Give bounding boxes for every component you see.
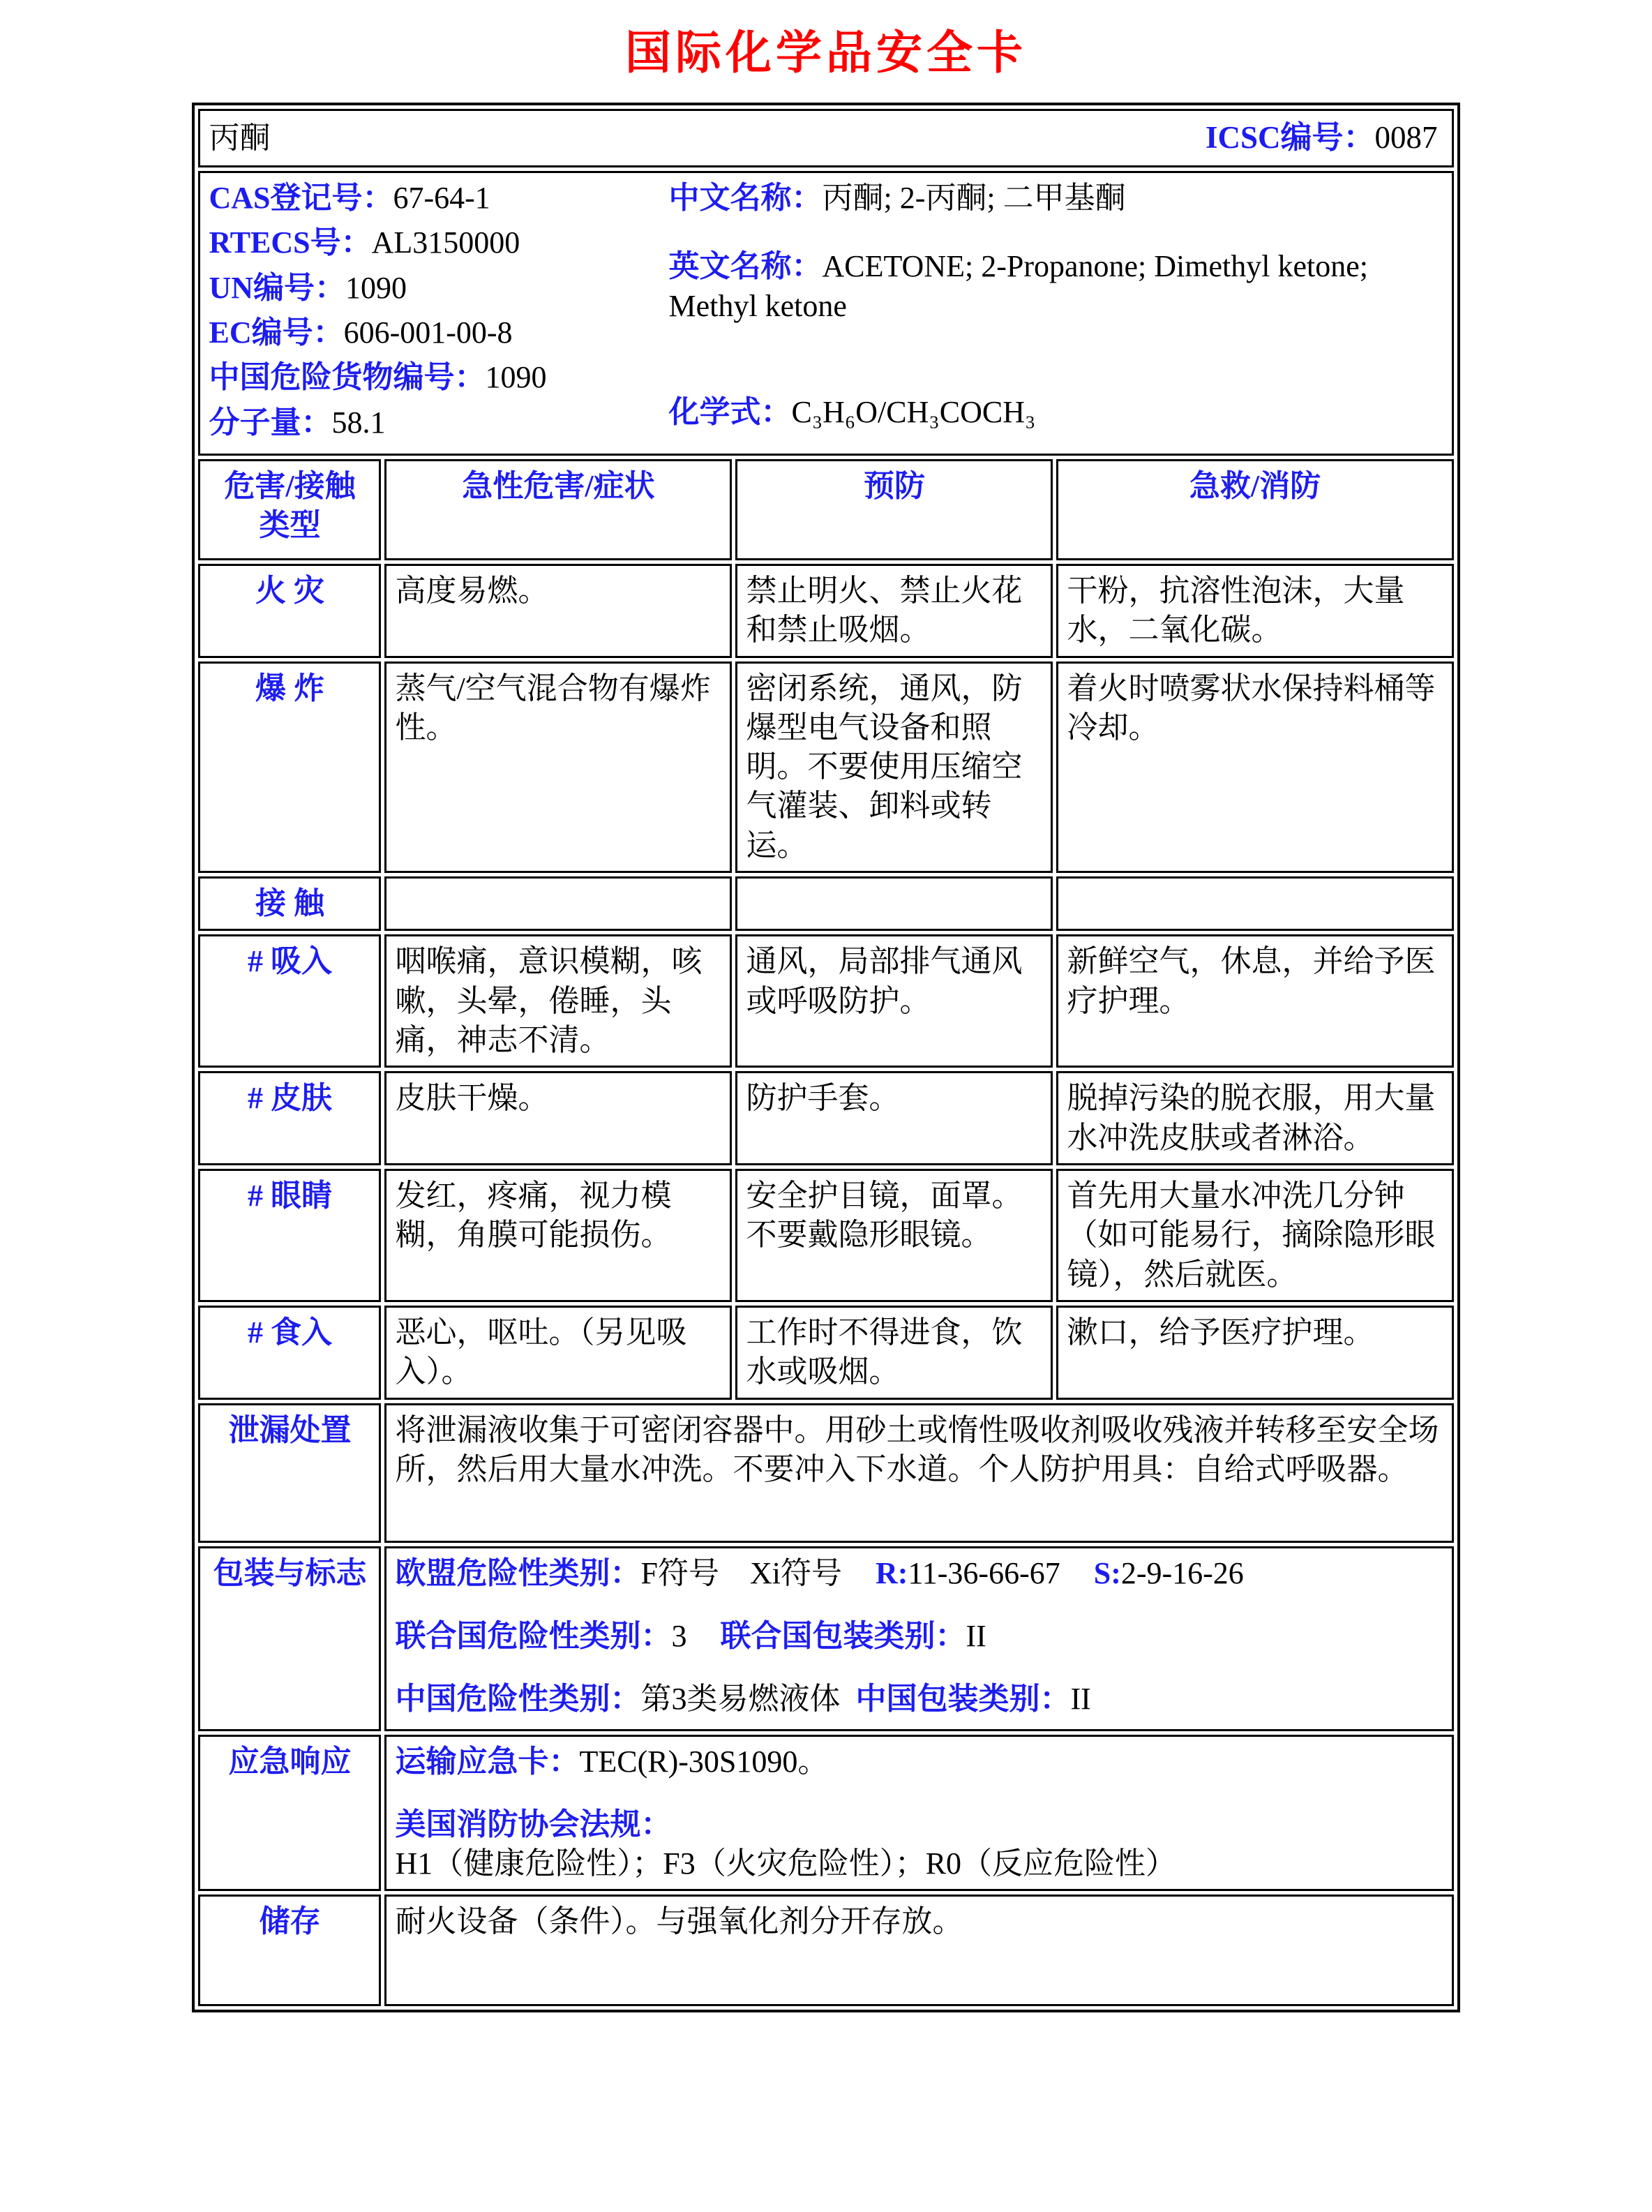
hazard-row-eyes bbox=[198, 1169, 1453, 1302]
explosion-response: 着火时喷雾状水保持料桶等冷却。 bbox=[1056, 662, 1453, 874]
identifier-china-dg bbox=[209, 358, 666, 397]
skin-prevention: 防护手套。 bbox=[735, 1071, 1053, 1165]
row-label-storage: 储存 bbox=[198, 1895, 381, 2006]
column-header-symptoms: 急性危害/症状 bbox=[384, 459, 732, 560]
row-label-ingestion: # 食入 bbox=[198, 1306, 381, 1400]
row-label-skin: # 皮肤 bbox=[198, 1071, 381, 1165]
mol-weight-value: 58.1 bbox=[331, 405, 386, 440]
row-label-packaging: 包装与标志 bbox=[198, 1546, 381, 1731]
eyes-symptoms: 发红，疼痛，视力模糊，角膜可能损伤。 bbox=[384, 1169, 732, 1302]
transport-card-label: 运输应急卡： bbox=[395, 1744, 580, 1779]
contact-response bbox=[1056, 876, 1453, 931]
china-dg-value: 1090 bbox=[485, 360, 547, 395]
hazard-header-row bbox=[198, 459, 1453, 560]
skin-symptoms: 皮肤干燥。 bbox=[384, 1071, 732, 1165]
hazard-row-contact bbox=[198, 876, 1453, 931]
china-class-value: 第3类易燃液体 bbox=[640, 1682, 841, 1717]
row-label-explosion: 爆 炸 bbox=[198, 662, 381, 874]
ingestion-symptoms: 恶心，呕吐。（另见吸入）。 bbox=[384, 1306, 732, 1400]
r-phrases-value: 11-36-66-67 bbox=[908, 1555, 1060, 1590]
r-phrases-label: R: bbox=[875, 1555, 908, 1590]
row-label-eyes: # 眼睛 bbox=[198, 1169, 381, 1302]
un-value: 1090 bbox=[345, 270, 407, 305]
rtecs-value: AL3150000 bbox=[371, 225, 520, 260]
cas-label: CAS登记号： bbox=[209, 181, 393, 215]
identifier-un bbox=[209, 269, 666, 308]
row-label-emergency: 应急响应 bbox=[198, 1735, 381, 1892]
nfpa-value: H1（健康危险性）；F3（火灾危险性）；R0（反应危险性） bbox=[395, 1846, 1177, 1881]
identifier-cas bbox=[209, 179, 666, 218]
transport-card-value: TEC(R)-30S1090。 bbox=[579, 1744, 829, 1779]
un-pack-value: II bbox=[966, 1618, 986, 1653]
fire-symptoms: 高度易燃。 bbox=[384, 564, 732, 658]
s-phrases-label: S: bbox=[1093, 1555, 1121, 1590]
skin-response: 脱掉污染的脱衣服，用大量水冲洗皮肤或者淋浴。 bbox=[1056, 1071, 1453, 1165]
hazard-row-explosion bbox=[198, 662, 1453, 874]
chinese-name-label: 中文名称： bbox=[668, 181, 823, 215]
eu-class-label: 欧盟危险性类别： bbox=[395, 1555, 641, 1590]
un-pack-label: 联合国包装类别： bbox=[720, 1618, 966, 1653]
chinese-name-line bbox=[668, 179, 1443, 218]
un-class-label: 联合国危险性类别： bbox=[395, 1618, 672, 1653]
row-label-inhalation: # 吸入 bbox=[198, 934, 381, 1068]
identifier-list bbox=[209, 179, 666, 448]
hazard-row-skin bbox=[198, 1071, 1453, 1165]
packaging-content bbox=[384, 1546, 1453, 1731]
eu-hazard-class-line bbox=[395, 1554, 1443, 1593]
ec-value: 606-001-00-8 bbox=[343, 315, 513, 350]
english-name-value: ACETONE; 2-Propanone; Dimethyl ketone; Methyl ketone bbox=[668, 249, 1368, 323]
row-label-spill: 泄漏处置 bbox=[198, 1403, 381, 1543]
china-dg-label: 中国危险货物编号： bbox=[209, 360, 486, 395]
hazard-row-fire bbox=[198, 564, 1453, 658]
rtecs-label: RTECS号： bbox=[209, 225, 372, 260]
contact-prevention bbox=[735, 876, 1053, 931]
formula-label: 化学式： bbox=[668, 394, 792, 429]
contact-symptoms bbox=[384, 876, 732, 931]
s-phrases-value: 2-9-16-26 bbox=[1120, 1555, 1244, 1590]
names-block bbox=[666, 179, 1443, 448]
china-pack-label: 中国包装类别： bbox=[855, 1682, 1071, 1717]
eyes-response: 首先用大量水冲洗几分钟（如可能易行，摘除隐形眼镜），然后就医。 bbox=[1056, 1169, 1453, 1302]
packaging-row bbox=[198, 1546, 1453, 1731]
formula-value: C₃H₆O/CH₃COCH₃ bbox=[791, 394, 1036, 429]
nfpa-line bbox=[395, 1805, 1443, 1884]
page-title: 国际化学品安全卡 bbox=[625, 27, 1027, 78]
identifiers-cell bbox=[198, 171, 1453, 456]
substance-header-cell bbox=[198, 109, 1453, 167]
english-name-line bbox=[668, 247, 1443, 326]
icsc-label: ICSC编号： bbox=[1205, 120, 1375, 156]
spill-row bbox=[198, 1403, 1453, 1543]
identifier-rtecs bbox=[209, 223, 666, 262]
eu-class-value: F符号 Xi符号 bbox=[640, 1555, 842, 1590]
column-header-hazard-type: 危害/接触类型 bbox=[198, 459, 381, 560]
substance-name: 丙酮 bbox=[209, 120, 271, 155]
nfpa-label: 美国消防协会法规： bbox=[395, 1807, 672, 1841]
row-label-contact: 接 触 bbox=[198, 876, 381, 931]
un-class-line bbox=[395, 1617, 1443, 1656]
ec-label: EC编号： bbox=[209, 315, 344, 350]
storage-text: 耐火设备（条件）。与强氧化剂分开存放。 bbox=[384, 1895, 1453, 2006]
identifiers-row bbox=[198, 171, 1453, 456]
transport-card-line bbox=[395, 1742, 1443, 1781]
china-class-label: 中国危险性类别： bbox=[395, 1682, 641, 1717]
english-name-label: 英文名称： bbox=[668, 249, 823, 284]
icsc-value: 0087 bbox=[1374, 120, 1438, 156]
spill-text: 将泄漏液收集于可密闭容器中。用砂土或惰性吸收剂吸收残液并转移至安全场所，然后用大量水冲洗。不要冲入下水道。个人防护用具：自给式呼吸器。 bbox=[384, 1403, 1453, 1543]
inhalation-response: 新鲜空气，休息，并给予医疗护理。 bbox=[1056, 934, 1453, 1068]
identifier-ec bbox=[209, 313, 666, 352]
fire-prevention: 禁止明火、禁止火花和禁止吸烟。 bbox=[735, 564, 1053, 658]
storage-row bbox=[198, 1895, 1453, 2006]
explosion-symptoms: 蒸气/空气混合物有爆炸性。 bbox=[384, 662, 732, 874]
icsc-number-block bbox=[1206, 118, 1443, 158]
ingestion-response: 漱口，给予医疗护理。 bbox=[1056, 1306, 1453, 1400]
identifier-mol-weight bbox=[209, 403, 666, 442]
inhalation-prevention: 通风，局部排气通风或呼吸防护。 bbox=[735, 934, 1053, 1068]
explosion-prevention: 密闭系统，通风，防爆型电气设备和照明。不要使用压缩空气灌装、卸料或转运。 bbox=[735, 662, 1053, 874]
hazard-row-inhalation bbox=[198, 934, 1453, 1068]
un-label: UN编号： bbox=[209, 270, 346, 305]
emergency-content bbox=[384, 1735, 1453, 1892]
cas-value: 67-64-1 bbox=[393, 181, 490, 215]
chinese-name-value: 丙酮; 2-丙酮; 二甲基酮 bbox=[822, 181, 1126, 215]
icsc-card-table bbox=[192, 103, 1459, 2012]
ingestion-prevention: 工作时不得进食，饮水或吸烟。 bbox=[735, 1306, 1053, 1400]
china-class-line bbox=[395, 1680, 1443, 1719]
mol-weight-label: 分子量： bbox=[209, 405, 332, 440]
substance-header-row bbox=[198, 109, 1453, 167]
column-header-prevention: 预防 bbox=[735, 459, 1053, 560]
hazard-row-ingestion bbox=[198, 1306, 1453, 1400]
column-header-response: 急救/消防 bbox=[1056, 459, 1453, 560]
fire-response: 干粉，抗溶性泡沫，大量水，二氧化碳。 bbox=[1056, 564, 1453, 658]
china-pack-value: II bbox=[1070, 1682, 1091, 1717]
formula-line bbox=[668, 393, 1443, 432]
un-class-value: 3 bbox=[671, 1618, 687, 1653]
row-label-fire: 火 灾 bbox=[198, 564, 381, 658]
emergency-row bbox=[198, 1735, 1453, 1892]
inhalation-symptoms: 咽喉痛，意识模糊，咳嗽，头晕，倦睡，头痛，神志不清。 bbox=[384, 934, 732, 1068]
eyes-prevention: 安全护目镜，面罩。不要戴隐形眼镜。 bbox=[735, 1169, 1053, 1302]
